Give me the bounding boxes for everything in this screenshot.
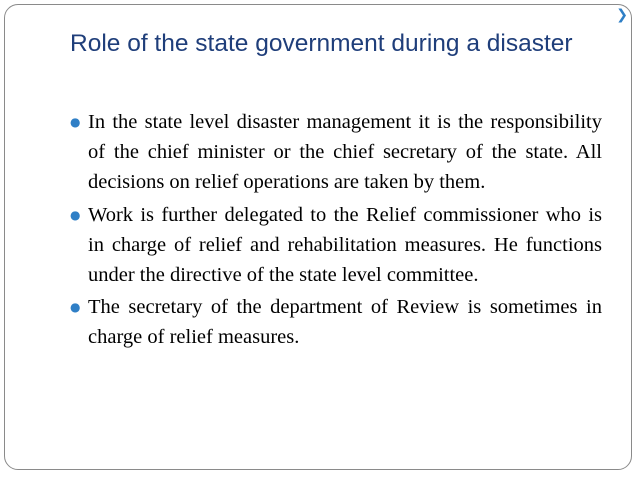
bullet-text: In the state level disaster management it is the responsibility of the chief minister or the chief secretary of the state. All decisions on relief operations are taken by them.: [88, 111, 602, 194]
circle-bullet-icon: ●: [70, 207, 81, 222]
bullet-item: [70, 292, 602, 352]
circle-bullet-icon: ●: [70, 115, 81, 129]
bullet-text: The secretary of the department of Review is sometimes in charge of relief measures.: [88, 296, 602, 349]
slide-title: Role of the state government during a disaster: [70, 30, 573, 57]
bullet-item: [70, 200, 602, 291]
circle-bullet-icon: ●: [70, 300, 81, 315]
bullet-list: [70, 107, 602, 355]
chevron-icon: ❯: [616, 7, 628, 23]
bullet-text: Work is further delegated to the Relief commissioner who is in charge of relief and rehabilitation measures. He functions under the directive of the state level committee.: [88, 203, 602, 287]
bullet-item: [70, 107, 602, 198]
